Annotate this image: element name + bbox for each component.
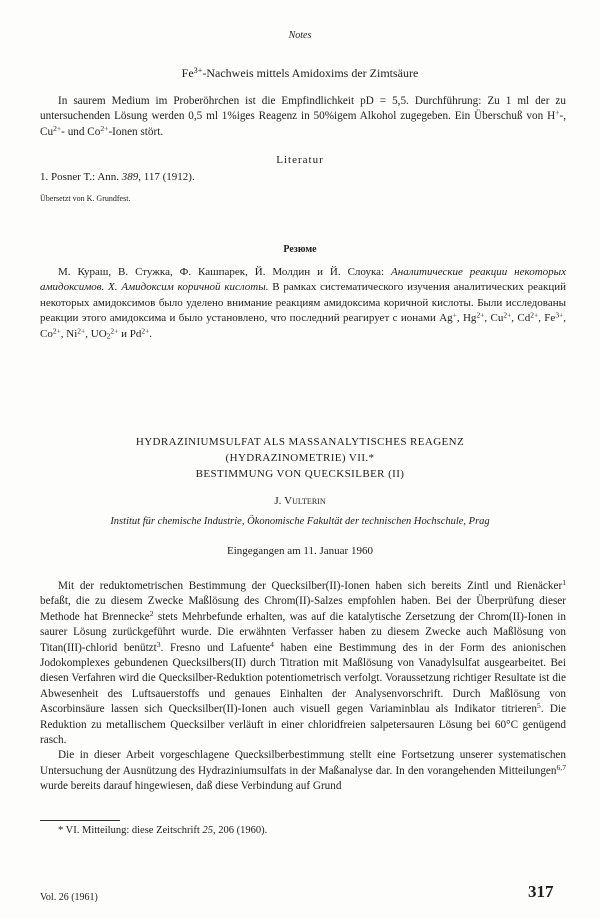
article-author: J. Vulterin (274, 495, 326, 507)
translator-note: Übersetzt von K. Grundfest. (40, 194, 131, 203)
article-title (0, 434, 600, 482)
footnote: * VI. Mitteilung: diese Zeitschrift 25, 206 (1960). (58, 825, 268, 836)
article-body (40, 579, 566, 795)
literature-heading: Literatur (276, 154, 324, 166)
page-number: 317 (528, 882, 554, 901)
article-title-line-3: BESTIMMUNG VON QUECKSILBER (II) (195, 468, 405, 480)
literature-reference: 1. Posner T.: Ann. 389, 117 (1912). (40, 171, 195, 183)
volume-label: Vol. 26 (1961) (40, 892, 98, 903)
notes-title: $Fe^{3+}$-Nachweis mittels Amidoxims der Zimtsäure (181, 65, 419, 80)
resume-heading: Резюме (283, 244, 317, 255)
body-paragraph-2: Die in dieser Arbeit vorgeschlagene Quecksilberbestimmung stellt eine Fortsetzung unserer systematischen Untersuchung der Ausnützung des Hydraziniumsulfats in der Maßanalyse dar. In den vorangehenden Mitteilungen$^{6,7}$ wurde bereits darauf hingewiesen, daß diese Verbindung auf Grund (40, 749, 566, 793)
received-date: Eingegangen am 11. Januar 1960 (227, 545, 373, 557)
author-institute: Institut für chemische Industrie, Ökonomische Fakultät der technischen Hochschule, Prag (110, 516, 490, 527)
running-head: Notes (288, 30, 312, 41)
resume-paragraph: М. Кураш, В. Стужка, Ф. Кашпарек, Й. Молдин и Й. Слоука: Аналитические реакции некоторых амидоксимов. X. Амидоксим коричной кислоты. В рамках систематического изучения аналитических реакций некоторых амидоксимов было уделено внимание реакциям амидоксима коричной кислоты. Были исследованы реакции этого амидоксима и было установлено, что последний реагирует с ионами Ag+, $Hg^{2+}$, $Cu^{2+}$, $Cd^{2+}$, $Fe^{3+}$, $Co^{2+}$, $Ni^{2+}$, $UO_2^{2+}$ и $Pd^{2+}$. (40, 266, 567, 341)
article-title-line-2: (HYDRAZINOMETRIE) VII.* (225, 452, 375, 464)
body-paragraph-1: Mit der reduktometrischen Bestimmung der Quecksilber(II)-Ionen haben sich bereits Zintl und Rienäcker$^1$ befaßt, die zu diesem Zwecke Maßlösung des Chrom(II)-Salzes empfohlen haben. Bei der Überprüfung dieser Methode hat Brennecke$^2$ stets Mehrbefunde erhalten, was auf die katalytische Zersetzung der Chrom(II)-Ionen in saurer Lösung zurückgeführt wurde. Die erwähnten Verfasser haben zu diesem Zwecke auch Maßlösung von Titan(III)-chlorid benützt$^3$. Fresno und Lafuente$^4$ haben eine Bestimmung des in der Form des anionischen Jodokomplexes gebundenen Quecksilbers(II) durch Titration mit Maßlösung von Vanadylsulfat ausgearbeitet. Bei diesen Verfahren wird die Quecksilber-Reduktion potentiometrisch verfolgt. Voraussetzung richtiger Resultate ist die Abwesenheit des Luftsauerstoffs und genaues Einhalten der Analysenvorschrift. Durch Maßlösung von Ascorbinsäure lassen sich Quecksilber(II)-Ionen auch visuell gegen Variaminblau als Indikator titrieren$^5$. Die Reduktion zu metallischem Quecksilber verläuft in einer chloridfreien salpetersauren Lösung bei 60°C genügend rasch. (40, 578, 566, 747)
article-title-line-1: HYDRAZINIUMSULFAT ALS MASSANALYTISCHES REAGENZ (135, 436, 465, 448)
notes-paragraph: In saurem Medium im Proberöhrchen ist die Empfindlichkeit pD = 5,5. Durchführung: Zu 1 ml der zu untersuchenden Lösung werden 0,5 ml 1%iges Reagenz in 50%igem Alkohol zugegeben. Ein Überschuß von H+-, $Cu^{2+}-$ und $Co^{2+}$-Ionen stört. (40, 95, 566, 138)
footnote-rule (40, 820, 120, 821)
